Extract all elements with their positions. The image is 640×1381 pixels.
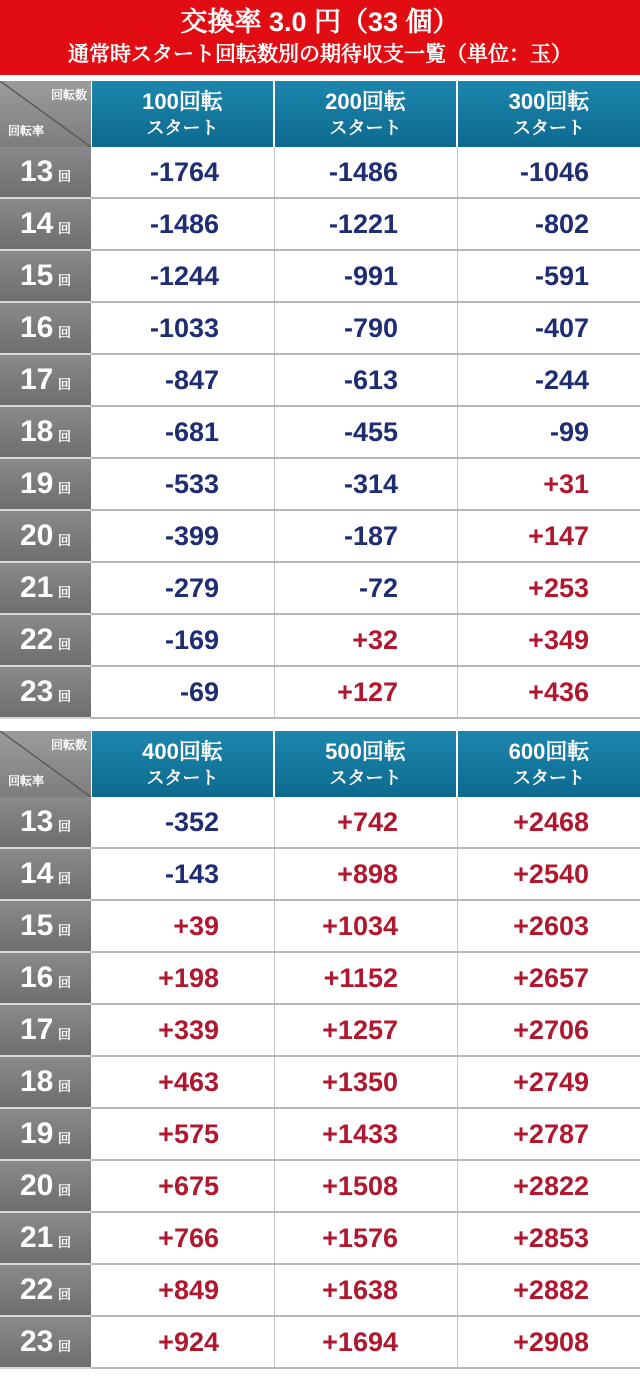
table-cell: -72 [358, 573, 398, 603]
column-header-spins: 300回転 [508, 89, 590, 114]
table-cell: +32 [352, 625, 398, 655]
row-header [0, 563, 91, 613]
row-header [0, 667, 91, 717]
table-row [0, 147, 640, 199]
table-cell: +2853 [513, 1223, 589, 1253]
row-rate-value: 20 [20, 519, 54, 552]
table-cell: +1433 [322, 1119, 398, 1149]
table-cell: +1638 [322, 1275, 398, 1305]
table-cell: -533 [164, 469, 219, 499]
table-cell: -1033 [149, 313, 219, 343]
table-row [0, 615, 640, 667]
row-rate-unit: 回 [58, 481, 72, 496]
row-header [0, 1161, 91, 1211]
row-rate-unit: 回 [58, 1027, 72, 1042]
table-cell: +1508 [322, 1171, 398, 1201]
table-cell: -790 [343, 313, 398, 343]
corner-label-rate: 回転率 [8, 774, 45, 788]
row-divider [91, 1367, 640, 1369]
row-header [0, 303, 91, 353]
row-header [0, 407, 91, 457]
row-rate-value: 17 [20, 363, 54, 396]
row-header [0, 797, 91, 847]
row-header [0, 199, 91, 249]
table-cell: +31 [543, 469, 589, 499]
row-header-divider [0, 717, 91, 719]
table-cell: +253 [528, 573, 589, 603]
table-cell: -187 [343, 521, 398, 551]
table-row [0, 1265, 640, 1317]
row-header [0, 1317, 91, 1367]
table-cell: -802 [534, 209, 589, 239]
table-cell: +127 [337, 677, 398, 707]
row-header [0, 251, 91, 301]
row-rate-unit: 回 [58, 1079, 72, 1094]
table-cell: +1694 [322, 1327, 398, 1357]
table-cell: +2540 [513, 859, 589, 889]
row-header [0, 1057, 91, 1107]
row-header [0, 1005, 91, 1055]
table-row [0, 849, 640, 901]
column-header-start: スタート [329, 118, 402, 138]
table-cell: +1034 [322, 911, 398, 941]
row-divider [91, 717, 640, 719]
column-header-spins: 100回転 [142, 89, 223, 114]
table-cell: +198 [158, 963, 219, 993]
row-header [0, 849, 91, 899]
row-header [0, 147, 91, 197]
table-cell: -681 [164, 417, 219, 447]
table-row [0, 459, 640, 511]
table-cell: +575 [158, 1119, 219, 1149]
row-rate-value: 19 [20, 467, 54, 500]
row-rate-value: 16 [20, 961, 54, 994]
row-rate-value: 22 [20, 1273, 54, 1306]
row-rate-value: 13 [20, 155, 54, 188]
table-row [0, 1109, 640, 1161]
column-header-start: スタート [513, 118, 585, 138]
table-cell: +742 [337, 807, 398, 837]
table-row [0, 1317, 640, 1369]
table-cell: -407 [534, 313, 589, 343]
row-rate-value: 23 [20, 1325, 54, 1358]
expected-value-table-1 [0, 81, 640, 719]
table-cell: +898 [337, 859, 398, 889]
row-header [0, 459, 91, 509]
table-cell: -399 [164, 521, 219, 551]
table-row [0, 1057, 640, 1109]
table-cell: +849 [158, 1275, 219, 1305]
table-cell: +339 [158, 1015, 219, 1045]
table-cell: +147 [528, 521, 589, 551]
table-cell: +675 [158, 1171, 219, 1201]
title-banner [0, 0, 640, 75]
table-cell: -279 [164, 573, 219, 603]
corner-label-spins: 回転数 [50, 738, 87, 752]
table-cell: +2822 [513, 1171, 589, 1201]
table-cell: -1486 [149, 209, 219, 239]
table-corner-header [0, 731, 91, 797]
row-header [0, 1213, 91, 1263]
row-rate-value: 19 [20, 1117, 54, 1150]
table-cell: -591 [534, 261, 589, 291]
table-cell: -1221 [328, 209, 398, 239]
table-cell: +2749 [513, 1067, 589, 1097]
column-header-spins: 600回転 [508, 739, 590, 764]
column-header-spins: 200回転 [325, 89, 406, 114]
row-header [0, 1265, 91, 1315]
row-rate-unit: 回 [58, 325, 72, 340]
table-cell: +1576 [322, 1223, 398, 1253]
row-rate-unit: 回 [58, 169, 72, 184]
row-header [0, 1109, 91, 1159]
table-cell: -991 [343, 261, 398, 291]
row-rate-value: 21 [20, 571, 54, 604]
row-rate-value: 13 [20, 805, 54, 838]
row-rate-unit: 回 [58, 377, 72, 392]
table-cell: -169 [164, 625, 219, 655]
table-cell: +1350 [322, 1067, 398, 1097]
row-rate-unit: 回 [58, 1235, 72, 1250]
row-rate-value: 15 [20, 909, 54, 942]
table-cell: +436 [528, 677, 589, 707]
expected-value-table-2 [0, 731, 640, 1369]
row-rate-unit: 回 [58, 975, 72, 990]
table-cell: -1486 [328, 157, 398, 187]
row-rate-value: 22 [20, 623, 54, 656]
table-row [0, 901, 640, 953]
row-rate-unit: 回 [58, 1131, 72, 1146]
table-row [0, 251, 640, 303]
row-rate-unit: 回 [58, 923, 72, 938]
row-header-divider [0, 1367, 91, 1369]
row-rate-value: 20 [20, 1169, 54, 1202]
column-header [92, 81, 273, 147]
table-cell: -244 [534, 365, 589, 395]
table-cell: -314 [343, 469, 398, 499]
row-rate-unit: 回 [58, 819, 72, 834]
table-cell: -613 [343, 365, 398, 395]
table-cell: +2706 [513, 1015, 589, 1045]
table-row [0, 303, 640, 355]
table-row [0, 953, 640, 1005]
row-rate-value: 18 [20, 415, 54, 448]
table-row [0, 667, 640, 719]
column-header [458, 731, 640, 797]
row-rate-unit: 回 [58, 1287, 72, 1302]
table-cell: +39 [173, 911, 219, 941]
column-header [92, 731, 273, 797]
table-corner-header [0, 81, 91, 147]
table-cell: +2882 [513, 1275, 589, 1305]
column-header-start: スタート [146, 118, 219, 138]
page-subtitle: 通常時スタート回転数別の期待収支一覧（単位：玉） [68, 43, 572, 66]
corner-label-rate: 回転率 [8, 124, 45, 138]
table-row [0, 563, 640, 615]
row-rate-unit: 回 [58, 533, 72, 548]
row-rate-value: 14 [20, 207, 54, 240]
row-rate-unit: 回 [58, 585, 72, 600]
row-rate-unit: 回 [58, 637, 72, 652]
column-header [458, 81, 640, 147]
table-cell: -455 [343, 417, 398, 447]
row-rate-value: 23 [20, 675, 54, 708]
row-rate-value: 16 [20, 311, 54, 344]
table-cell: +2657 [513, 963, 589, 993]
row-rate-unit: 回 [58, 221, 72, 236]
table-cell: +349 [528, 625, 589, 655]
table-row [0, 511, 640, 563]
table-cell: -69 [179, 677, 219, 707]
row-header [0, 615, 91, 665]
table-cell: -143 [164, 859, 219, 889]
column-header-start: スタート [329, 768, 402, 788]
column-header-start: スタート [513, 768, 585, 788]
table-row [0, 797, 640, 849]
table-cell: +2468 [513, 807, 589, 837]
table-cell: +1152 [323, 963, 398, 993]
table-cell: +2787 [513, 1119, 589, 1149]
row-header [0, 953, 91, 1003]
table-cell: +924 [158, 1327, 219, 1357]
table-row [0, 1213, 640, 1265]
column-header [275, 81, 456, 147]
table-cell: -99 [549, 417, 589, 447]
row-header [0, 511, 91, 561]
table-cell: -1764 [149, 157, 219, 187]
row-rate-value: 15 [20, 259, 54, 292]
table-cell: -1046 [519, 157, 589, 187]
table-cell: +766 [158, 1223, 219, 1253]
column-header-spins: 500回転 [325, 739, 406, 764]
row-rate-unit: 回 [58, 871, 72, 886]
column-header [275, 731, 456, 797]
table-cell: -847 [164, 365, 219, 395]
table-row [0, 355, 640, 407]
table-cell: -1244 [149, 261, 219, 291]
row-rate-unit: 回 [58, 429, 72, 444]
table-row [0, 199, 640, 251]
row-header [0, 901, 91, 951]
column-header-spins: 400回転 [142, 739, 223, 764]
table-cell: +1257 [322, 1015, 398, 1045]
row-rate-unit: 回 [58, 1339, 72, 1354]
table-row [0, 407, 640, 459]
row-rate-value: 21 [20, 1221, 54, 1254]
row-header [0, 355, 91, 405]
table-cell: -352 [164, 807, 219, 837]
row-rate-unit: 回 [58, 273, 72, 288]
corner-label-spins: 回転数 [50, 88, 87, 102]
row-rate-value: 17 [20, 1013, 54, 1046]
row-rate-unit: 回 [58, 1183, 72, 1198]
column-header-start: スタート [146, 768, 219, 788]
table-row [0, 1161, 640, 1213]
page-title: 交換率 3.0 円（33 個） [180, 7, 460, 37]
row-rate-value: 14 [20, 857, 54, 890]
table-cell: +463 [158, 1067, 219, 1097]
row-rate-unit: 回 [58, 689, 72, 704]
row-rate-value: 18 [20, 1065, 54, 1098]
table-row [0, 1005, 640, 1057]
table-cell: +2603 [513, 911, 589, 941]
table-cell: +2908 [513, 1327, 589, 1357]
